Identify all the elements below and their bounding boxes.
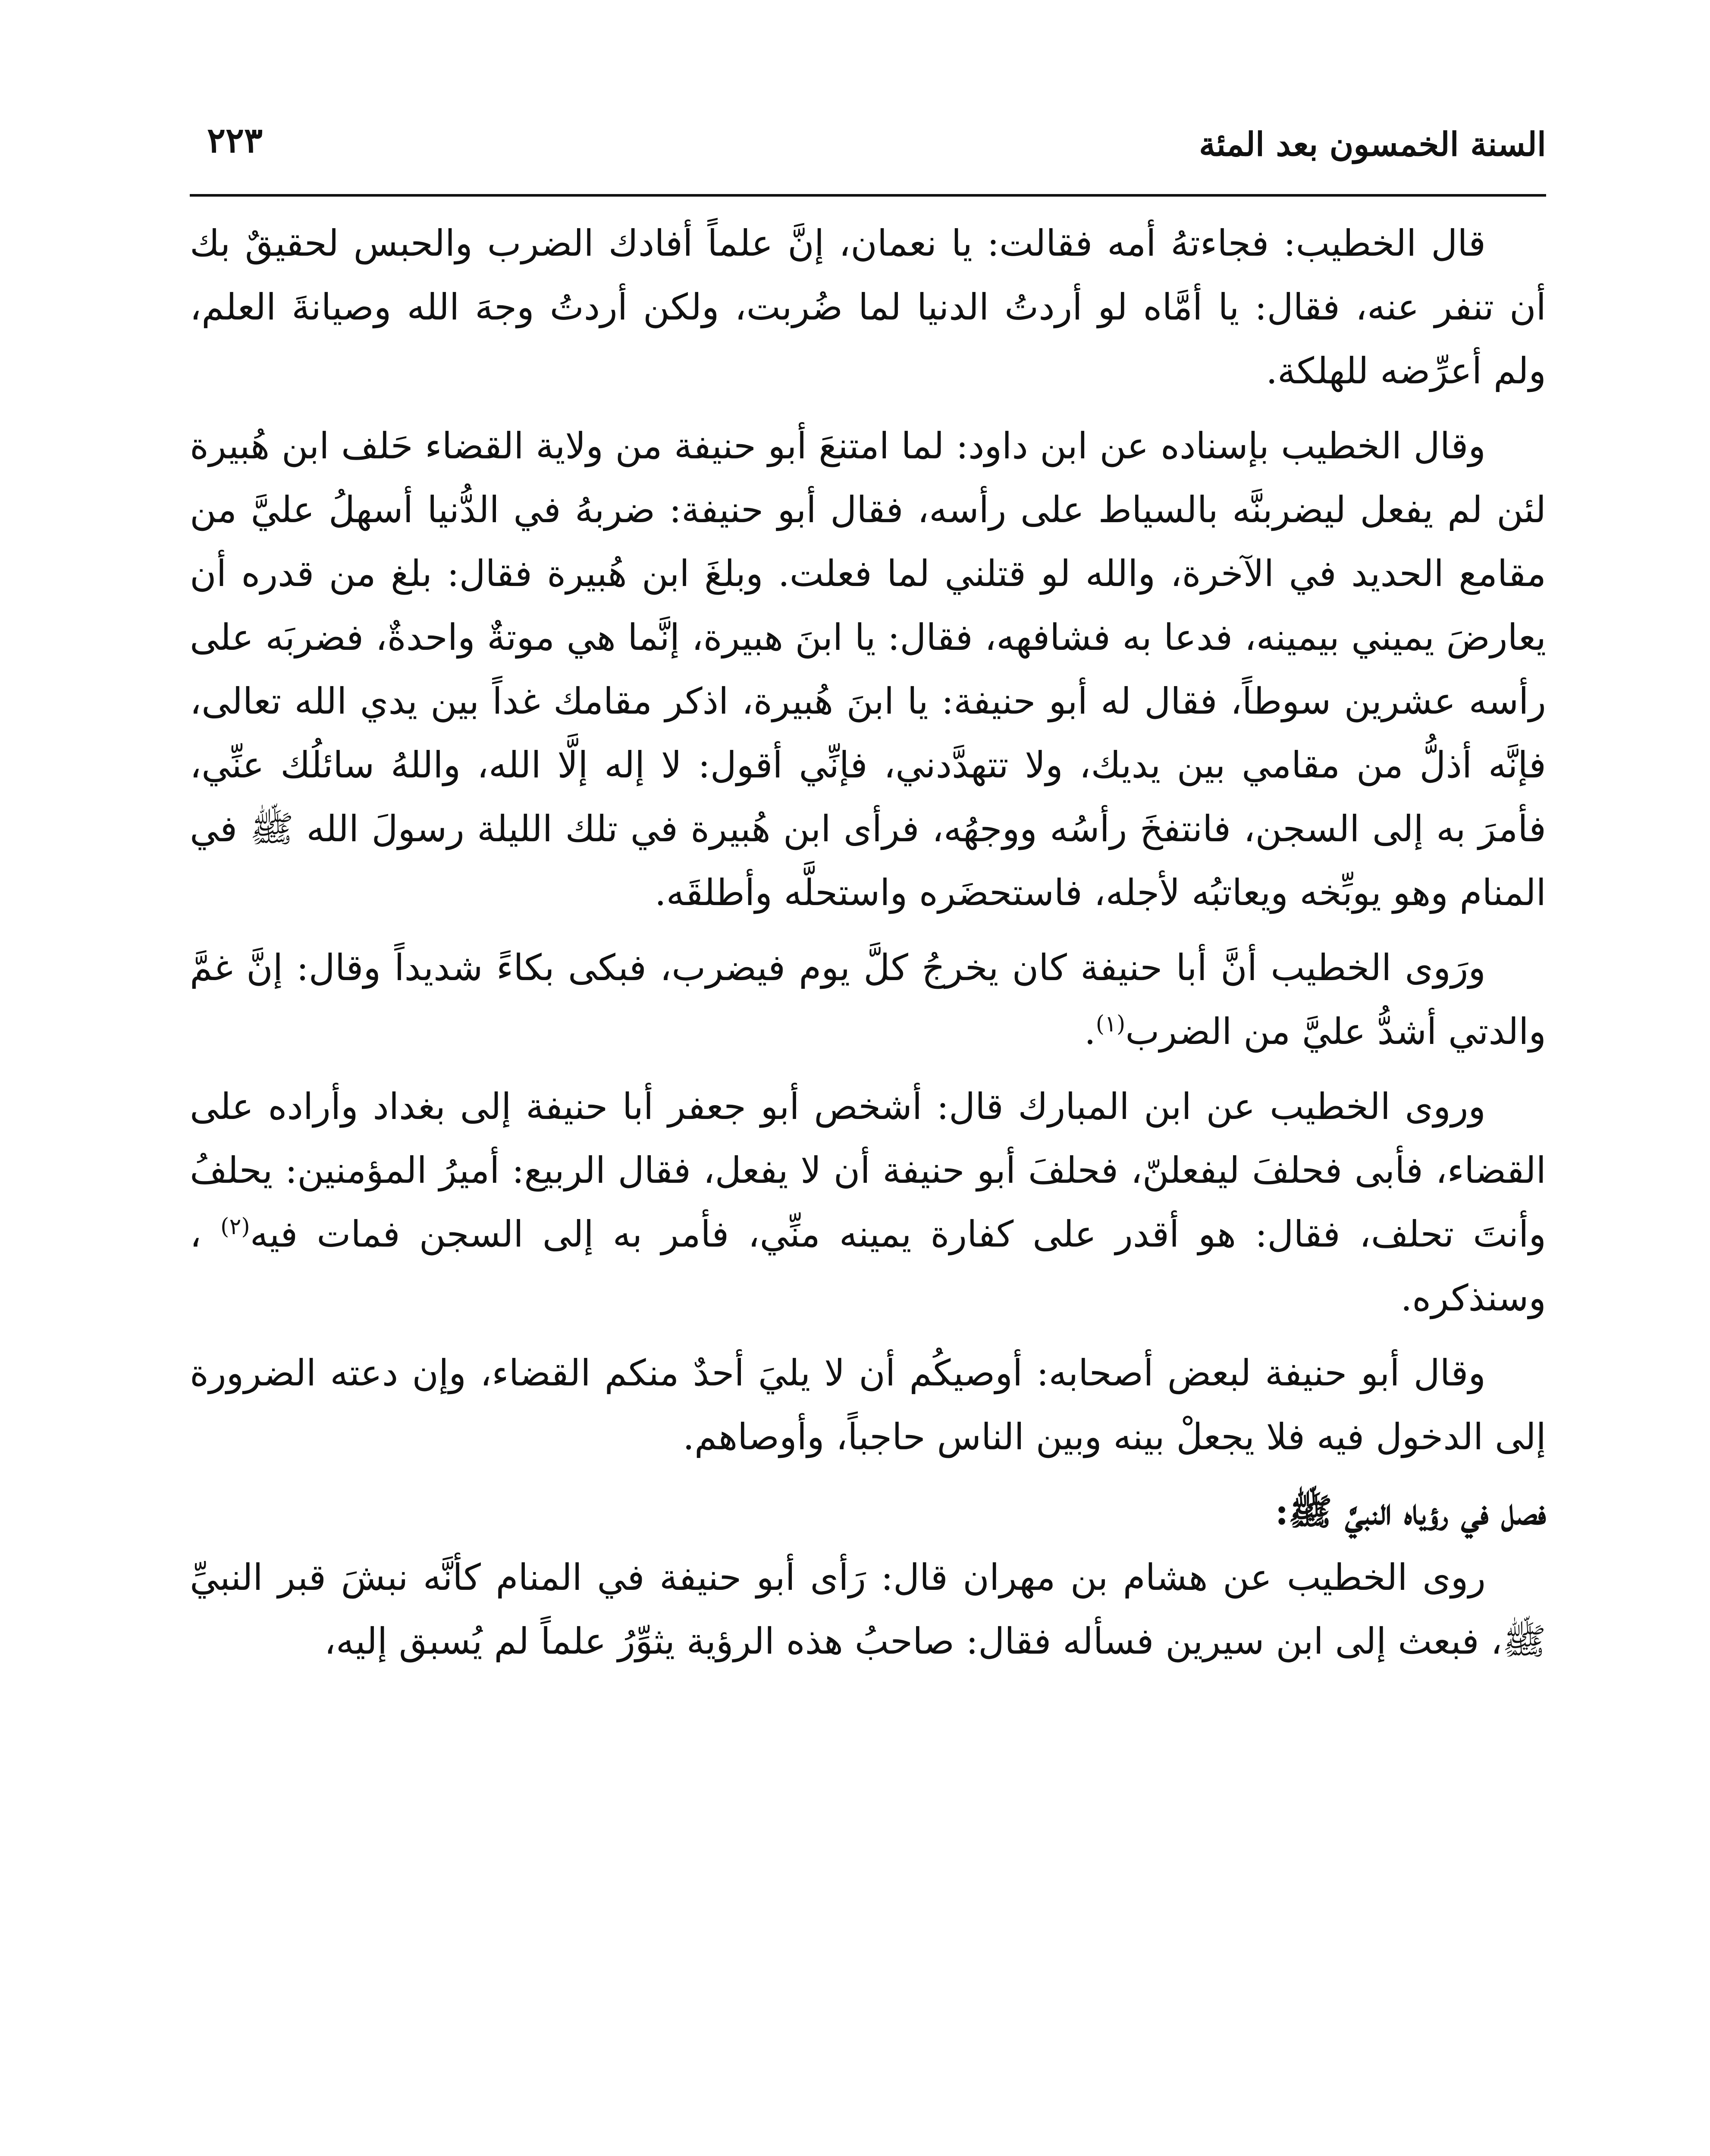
paragraph-2: وقال الخطيب بإسناده عن ابن داود: لما امتنعَ أبو حنيفة من ولاية القضاء حَلف ابن هُبيرة لئن لم يفعل ليضربنَّه بالسياط على رأسه، فقال أبو حنيفة: ضربهُ في الدُّنيا أسهلُ عليَّ من مقامع الحديد في الآخرة، والله لو قتلني لما فعلت. وبلغَ ابن هُبيرة فقال: بلغ من قدره أن يعارضَ يميني بيمينه، فدعا به فشافهه، فقال: يا ابنَ هبيرة، إنَّما هي موتةٌ واحدةٌ، فضربَه على رأسه عشرين سوطاً، فقال له أبو حنيفة: يا ابنَ هُبيرة، اذكر مقامك غداً بين يدي الله تعالى، فإنَّه أذلُّ من مقامي بين يديك، ولا تتهدَّدني، فإنِّي أقول: لا إله إلَّا الله، واللهُ سائلُك عنِّي، فأمرَ به إلى السجن، فانتفخَ رأسُه ووجهُه، فرأى ابن هُبيرة في تلك الليلة رسولَ الله ﷺ في المنام وهو يوبِّخه ويعاتبُه لأجله، فاستحضَره واستحلَّه وأطلقَه. bbox=[190, 425, 1546, 914]
paragraph-3 bbox=[190, 936, 1546, 1063]
paragraph-4-text: وروى الخطيب عن ابن المبارك قال: أشخص أبو جعفر أبا حنيفة إلى بغداد وأراده على القضاء، فأبى فحلفَ ليفعلنّ، فحلفَ أبو حنيفة أن لا يفعل، فقال الربيع: أميرُ المؤمنين: يحلفُ وأنتَ تحلف، فقال: هو أقدر على كفارة يمينه منِّي، فأمر به إلى السجن فمات فيه bbox=[190, 1085, 1547, 1255]
paragraph-4-end: ، وسنذكره. bbox=[190, 1213, 1546, 1319]
header-rule bbox=[190, 194, 1546, 197]
running-title: السنة الخمسون بعد المئة bbox=[1199, 125, 1546, 163]
footnote-ref-1: (١) bbox=[1095, 1011, 1126, 1037]
paragraph-1: قال الخطيب: فجاءتهُ أمه فقالت: يا نعمان، إنَّ علماً أفادك الضرب والحبس لحقيقٌ بك أن تنفر عنه، فقال: يا أمَّاه لو أردتُ الدنيا لما ضُربت، ولكن أردتُ وجهَ الله وصيانةَ العلم، ولم أعرِّضه للهلكة. bbox=[190, 222, 1546, 392]
paragraph-3-end: . bbox=[1084, 1010, 1096, 1053]
paragraph-5: وقال أبو حنيفة لبعض أصحابه: أوصيكُم أن لا يليَ أحدٌ منكم القضاء، وإن دعته الضرورة إلى الدخول فيه فلا يجعلْ بينه وبين الناس حاجباً، وأوصاهم. bbox=[190, 1352, 1546, 1458]
page-number: ٢٢٣ bbox=[207, 120, 263, 160]
paragraph-4 bbox=[190, 1075, 1546, 1330]
body-text bbox=[190, 211, 1546, 1684]
paragraph-6: روى الخطيب عن هشام بن مهران قال: رَأى أبو حنيفة في المنام كأنَّه نبشَ قبر النبيِّ ﷺ، فبعث إلى ابن سيرين فسأله فقال: صاحبُ هذه الرؤية يثوِّرُ علماً لم يُسبق إليه، bbox=[190, 1556, 1546, 1662]
paragraph-3-text: ورَوى الخطيب أنَّ أبا حنيفة كان يخرجُ كلَّ يوم فيضرب، فبكى بكاءً شديداً وقال: إنَّ غمَّ والدتي أشدُّ عليَّ من الضرب bbox=[190, 946, 1546, 1053]
footnote-ref-2: (٢) bbox=[220, 1214, 250, 1240]
section-heading: فصل في رؤياه النبيَّ ﷺ: bbox=[1275, 1490, 1546, 1533]
